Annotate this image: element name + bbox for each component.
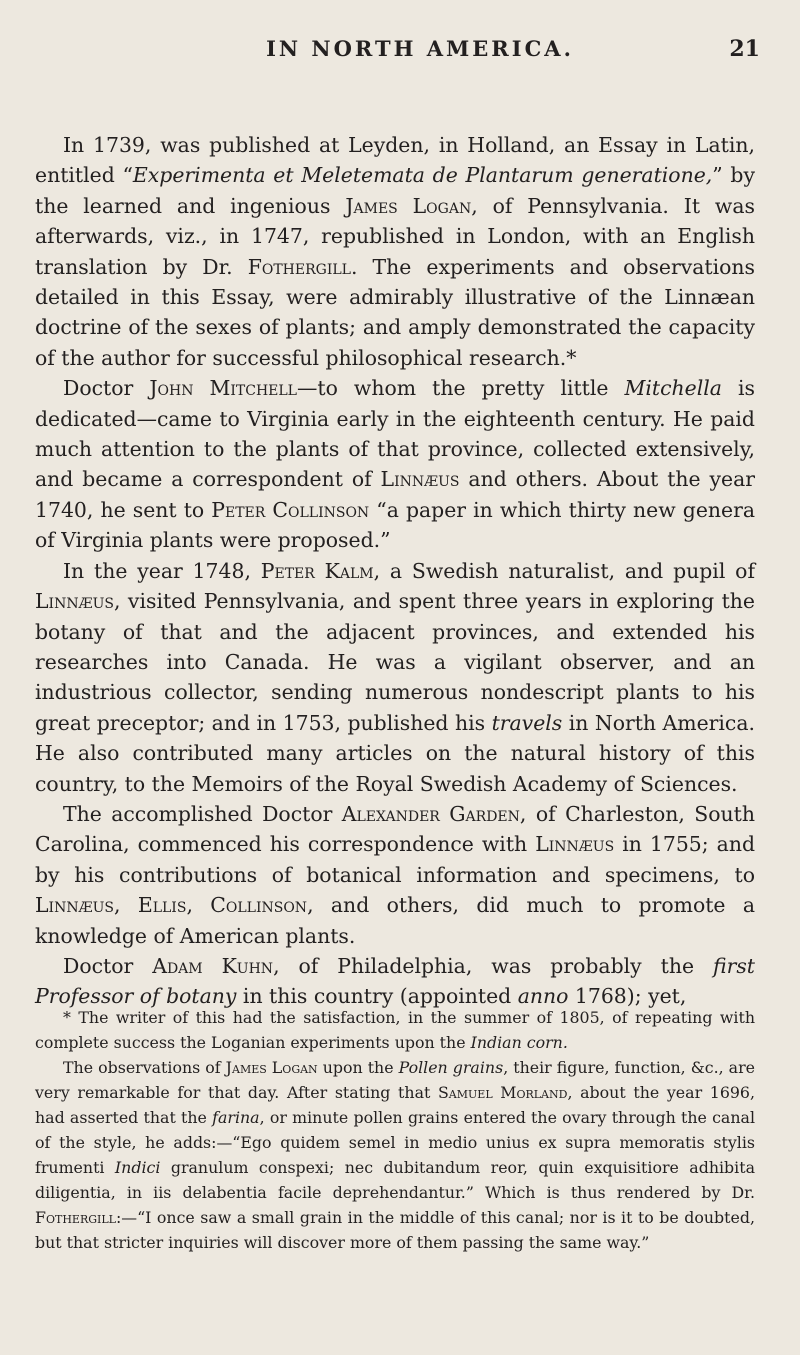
small-caps-name: Linnæus (35, 589, 114, 614)
text-run: Doctor (63, 953, 153, 978)
italic-text: farina (212, 1108, 260, 1127)
text-run: —to whom the pretty little (296, 376, 625, 401)
paragraph (35, 799, 755, 951)
small-caps-name: Peter Kalm (260, 558, 374, 583)
italic-text: anno (517, 984, 569, 1009)
small-caps-name: Adam Kuhn (152, 953, 274, 978)
small-caps-name: James Logan (345, 193, 472, 218)
text-run: in North America. He also contributed many articles on the natural history of this country, to the Memoirs of the Royal Swedish Academy of Sciences. (35, 710, 755, 796)
text-run: , and others, did much to promote a knowledge of American plants. (35, 893, 755, 948)
text-run: in this country (appointed (236, 984, 518, 1009)
footnote (35, 1005, 755, 1055)
text-run: , a Swedish naturalist, and pupil of (373, 558, 755, 583)
paragraph (35, 951, 755, 1012)
text-run: , about the year 1696, had asserted that the (35, 1083, 755, 1127)
paragraph (35, 130, 755, 373)
body-text (35, 130, 755, 1012)
small-caps-name: Linnæus (35, 893, 114, 918)
small-caps-name: Peter Collinson (211, 497, 370, 522)
small-caps-name: Linnæus (380, 467, 460, 492)
text-run: :—“I once saw a small grain in the middle of this canal; nor is it to be doubted, but that stricter inquiries will discover more of them passing the same way.” (35, 1208, 755, 1252)
italic-text: Pollen grains (398, 1058, 504, 1077)
italic-text: Mitchella (624, 376, 722, 401)
text-run: upon the (317, 1058, 399, 1077)
running-head (60, 30, 760, 70)
italic-text: travels (491, 710, 563, 735)
small-caps-name: Fothergill (247, 254, 351, 279)
text-run: , their figure, function, &c., are very remarkable for that day. After stating that (35, 1058, 755, 1102)
small-caps-name: Ellis (137, 893, 187, 918)
small-caps-name: Linnæus (535, 832, 615, 857)
small-caps-name: Fothergill (35, 1208, 116, 1227)
text-run: . The experiments and observations detailed in this Essay, were admirably illustrative of the Linnæan doctrine of the sexes of plants; and amply demonstrated the capacity of the author for successful philosophical research.* (35, 254, 755, 370)
small-caps-name: John Mitchell (149, 376, 297, 401)
text-run: In 1739, was published at Leyden, in Holland, an Essay in Latin, entitled “ (35, 133, 755, 188)
italic-text: Experimenta et Meletemata de Plantarum generatione, (132, 163, 713, 188)
text-run: , of Pennsylvania. It was afterwards, viz., in 1747, republished in London, with an English translation by Dr. (35, 193, 755, 279)
text-run: , or minute pollen grains entered the ovary through the canal of the style, he adds:—“Ego quidem semel in medio unius ex supra memoratis stylis frumenti (35, 1108, 755, 1177)
text-run: The observations of (63, 1058, 226, 1077)
italic-text: Indian corn. (470, 1033, 568, 1052)
text-run: The accomplished Doctor (63, 801, 342, 826)
footnote-block (35, 1005, 755, 1255)
text-run: granulum conspexi; nec dubitandum reor, quin exquisitiore adhibita diligentia, in iis delabentia facile deprehendantur.” Which is thus rendered by Dr. (35, 1158, 755, 1202)
text-run: ” by the learned and ingenious (35, 163, 755, 218)
small-caps-name: James Logan (225, 1058, 318, 1077)
text-run: , of Philadelphia, was probably the (273, 953, 713, 978)
small-caps-name: Collinson (210, 893, 308, 918)
running-title: IN NORTH AMERICA. (266, 36, 574, 61)
text-run: In the year 1748, (63, 558, 261, 583)
text-run: , (113, 893, 138, 918)
text-run: Doctor (63, 376, 150, 401)
text-run: * The writer of this had the satisfaction, in the summer of 1805, of repeating with complete success the Loganian experiments upon the (35, 1008, 755, 1052)
footnote (35, 1055, 755, 1255)
page-number: 21 (729, 36, 760, 62)
text-run: , of Charleston, South Carolina, commenced his correspondence with (35, 801, 755, 857)
small-caps-name: Alexander Garden (341, 801, 520, 826)
text-run: 1768); yet, (568, 984, 687, 1009)
text-run: “a paper in which thirty new genera of Virginia plants were proposed.” (35, 497, 755, 553)
text-run: , (186, 893, 211, 918)
text-run: and others. About the year 1740, he sent to (35, 467, 755, 522)
text-run: in 1755; and by his contributions of botanical information and specimens, to (35, 832, 756, 887)
italic-text: Indici (114, 1158, 161, 1177)
paragraph (35, 373, 755, 555)
small-caps-name: Samuel Morland (437, 1083, 568, 1102)
italic-text: first Professor of botany (35, 953, 755, 1009)
text-run: is dedicated—came to Virginia early in the eighteenth century. He paid much attention to the plants of that province, collected extensively, and became a correspondent of (35, 376, 755, 492)
text-run: , visited Pennsylvania, and spent three years in exploring the botany of that and the adjacent provinces, and extended his researches into Canada. He was a vigilant observer, and an industrious collector, sending numerous nondescript plants to his great preceptor; and in 1753, published his (35, 589, 755, 735)
paragraph (35, 556, 755, 799)
